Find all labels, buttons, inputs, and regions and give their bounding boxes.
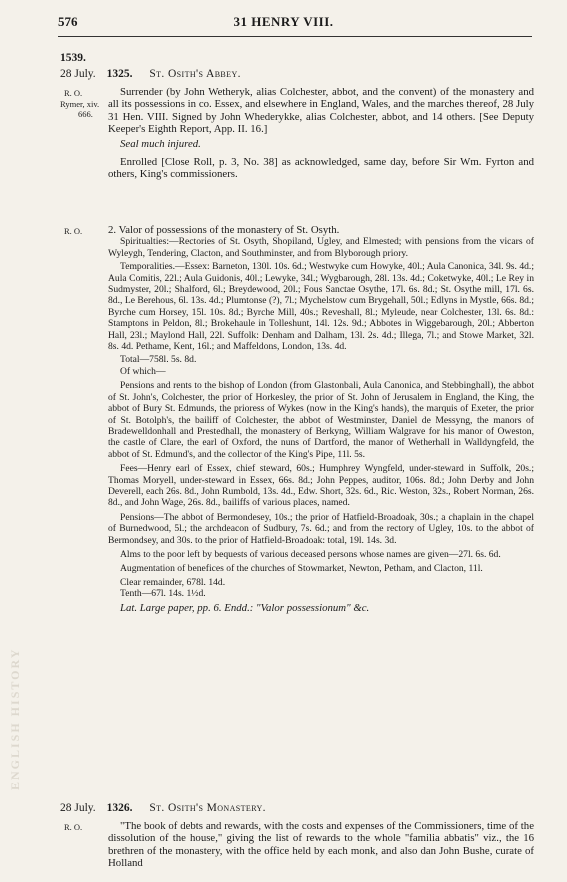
book-of-debts-paragraph: "The book of debts and rewards, with the costs and expenses of the Commissioners, time of the dissolution of the house," giving the list of rewards to the whole "familia abbatis" viz., the 16 brethren of the monastery, with the office held by each monk, and also dan John Bushe, curate of Holland	[108, 820, 534, 870]
year-heading: 1539.	[60, 52, 86, 64]
watermark: ENGLISH HISTORY	[8, 647, 22, 790]
margin-note-valor	[64, 226, 82, 236]
entry-title: St. Osith's Abbey.	[149, 68, 241, 80]
alms: Alms to the poor left by bequests of various deceased persons whose names are given—27l. 6s. 6d.	[120, 548, 501, 560]
endorsement: Lat. Large paper, pp. 6. Endd.: "Valor possessionum" &c.	[120, 601, 370, 614]
margin-rymer-page: 666.	[78, 109, 93, 119]
page-number: 576	[58, 14, 78, 29]
pensions: Pensions—The abbot of Bermondesey, 10s.; the prior of Hatfield-Broadoak, 30s.; a chaplain in the chapel of Burnedwood, 5l.; the archdeacon of Sudbury, 7s. 6d.; and from the rectory of Ugley, 10s. to the abbot of Bermondsey, and 30s. to the prior of Hatfield-Broadoak: total, 19l. 14s. 3d.	[108, 511, 534, 546]
entry-date: 28 July.	[60, 802, 96, 814]
of-which: Of which—	[120, 365, 166, 377]
margin-source: R. O.	[64, 822, 83, 832]
margin-source: R. O.	[64, 226, 83, 236]
total: Total—758l. 5s. 8d.	[120, 354, 197, 366]
entry-title: St. Osith's Monastery.	[149, 802, 266, 814]
augmentation: Augmentation of benefices of the churches of Stowmarket, Newton, Petham, and Clacton, 11l.	[120, 563, 483, 575]
valor-body	[108, 224, 534, 614]
valor-title: 2. Valor of possessions of the monastery of St. Osyth.	[108, 224, 340, 236]
entry-1326-heading	[60, 802, 266, 814]
header-rule	[58, 36, 532, 37]
entry-1326-body	[108, 820, 534, 870]
temporalities: Temporalities.—Essex: Barneton, 130l. 10s. 6d.; Westwyke cum Howyke, 40l.; Aula Canonica, 34l. 9s. 4d.; Aula Comitis, 22l.; Aula Guidonis, 40l.; Lewyke, 34l.; Wygbarough, 28l. 13s. 4d.; Coketwyke, 40l.; Le Rey in Sudmyster, 20l.; Shalford, 6l.; Breydewood, 20l.; Fous Sanctae Osythe, 17l. 6s. 8d.; St. Osythe mill, 17l. 6s. 8d., Le Berehous, 6l. 13s. 4d.; Plumtonse (?), 7l.; Mychelstow cum Brygehall, 50l.; Edlyns in Mystle, 66s. 8d.; Byrche cum Horsey, 15l. 10s. 8d.; Byrche Mill, 40s.; Reveshall, 8l.; Myleude, near Colchester, 13l. 6s. 8d.: Stamptons in Peldon, 8l.; Brokehaule in Tolleshunt, 14l. 12s. 9d.; Abbotes in Wiggebarough, 20l.; Abberton Hall, 23l.; Maylond Hall, 22l. Suffolk: Denham and Dalham, 13l. 2s. 4d.; Illega, 7l.; and Stowe Market, 32l. 8s. 4d. Pethame, Kent, 16l.; and Maffeldons, London, 13s. 4d.	[108, 261, 534, 353]
entry-1325-body	[108, 86, 534, 181]
entry-number: 1326.	[106, 802, 133, 814]
margin-note-1325	[60, 88, 100, 119]
margin-source: R. O.	[64, 88, 83, 98]
entry-date: 28 July.	[60, 68, 96, 80]
margin-rymer: Rymer, xiv.	[60, 99, 100, 109]
margin-note-1326	[64, 822, 82, 832]
spiritualties: Spiritualties:—Rectories of St. Osyth, Shopiland, Ugley, and Elmested; with pensions from the vicars of Wyleygh, Tendering, Clacton, and Southminster, and from Blyborough priory.	[108, 236, 534, 259]
surrender-paragraph: Surrender (by John Wetheryk, alias Colchester, abbot, and the convent) of the monastery and all its possessions in co. Essex, and elsewhere in England, Wales, and the marches thereof, 28 July 31 Hen. VIII. Signed by John Whederykke, alias Colchester, abbot, and 14 others. [See Deputy Keeper's Eighth Report, App. II. 16.]	[108, 86, 534, 136]
pensions-and-rents: Pensions and rents to the bishop of London (from Glastonbali, Aula Canonica, and Stebbinghall), the abbot of St. John's, Colchester, the prior of Horkesley, the prior of St. John of Jerusalem in England, the King, the abbot of Bury St. Edmunds, the prioress of Wykes (now in the King's hands), the marquis of Exeter, the prior of St. Botolph's, the bailiff of Colchester, the abbot of Westminster, Daniel de Messyng, the manors of Bradewelldonhall and Prestedhall, the monastery of Berkyng, William Walgrave for his manor of Oweston, the castle of Clare, the earl of Oxford, the nuns of Dartford, the manor of Wetherhall in Walldyngfeld, the abbot of St. Edmund's, and the collector of the King's Pipe, 11l. 5s.	[108, 380, 534, 460]
running-title: 31 HENRY VIII.	[233, 14, 334, 29]
entry-number: 1325.	[106, 68, 133, 80]
tenth: Tenth—67l. 14s. 1½d.	[120, 588, 206, 600]
enrolled-paragraph: Enrolled [Close Roll, p. 3, No. 38] as acknowledged, same day, before Sir Wm. Fyrton and others, King's commissioners.	[108, 156, 534, 181]
fees: Fees—Henry earl of Essex, chief steward, 60s.; Humphrey Wyngfeld, under-steward in Suffolk, 20s.; Thomas Moryell, under-steward in Essex, 66s. 8d.; John Peppes, auditor, 106s. 8d.; John Derby and John Deverell, each 26s. 8d., John Rumbold, 13s. 4d., Edw. Short, 32s. 6d., Ric. Weston, 32s., Robert Norman, 26s. 8d., and John Wage, 26s. 8d., bailiffs of various places, named.	[108, 463, 534, 509]
clear-remainder: Clear remainder, 678l. 14d.	[120, 576, 226, 588]
seal-note: Seal much injured.	[120, 137, 201, 150]
entry-1325-heading	[60, 68, 241, 80]
